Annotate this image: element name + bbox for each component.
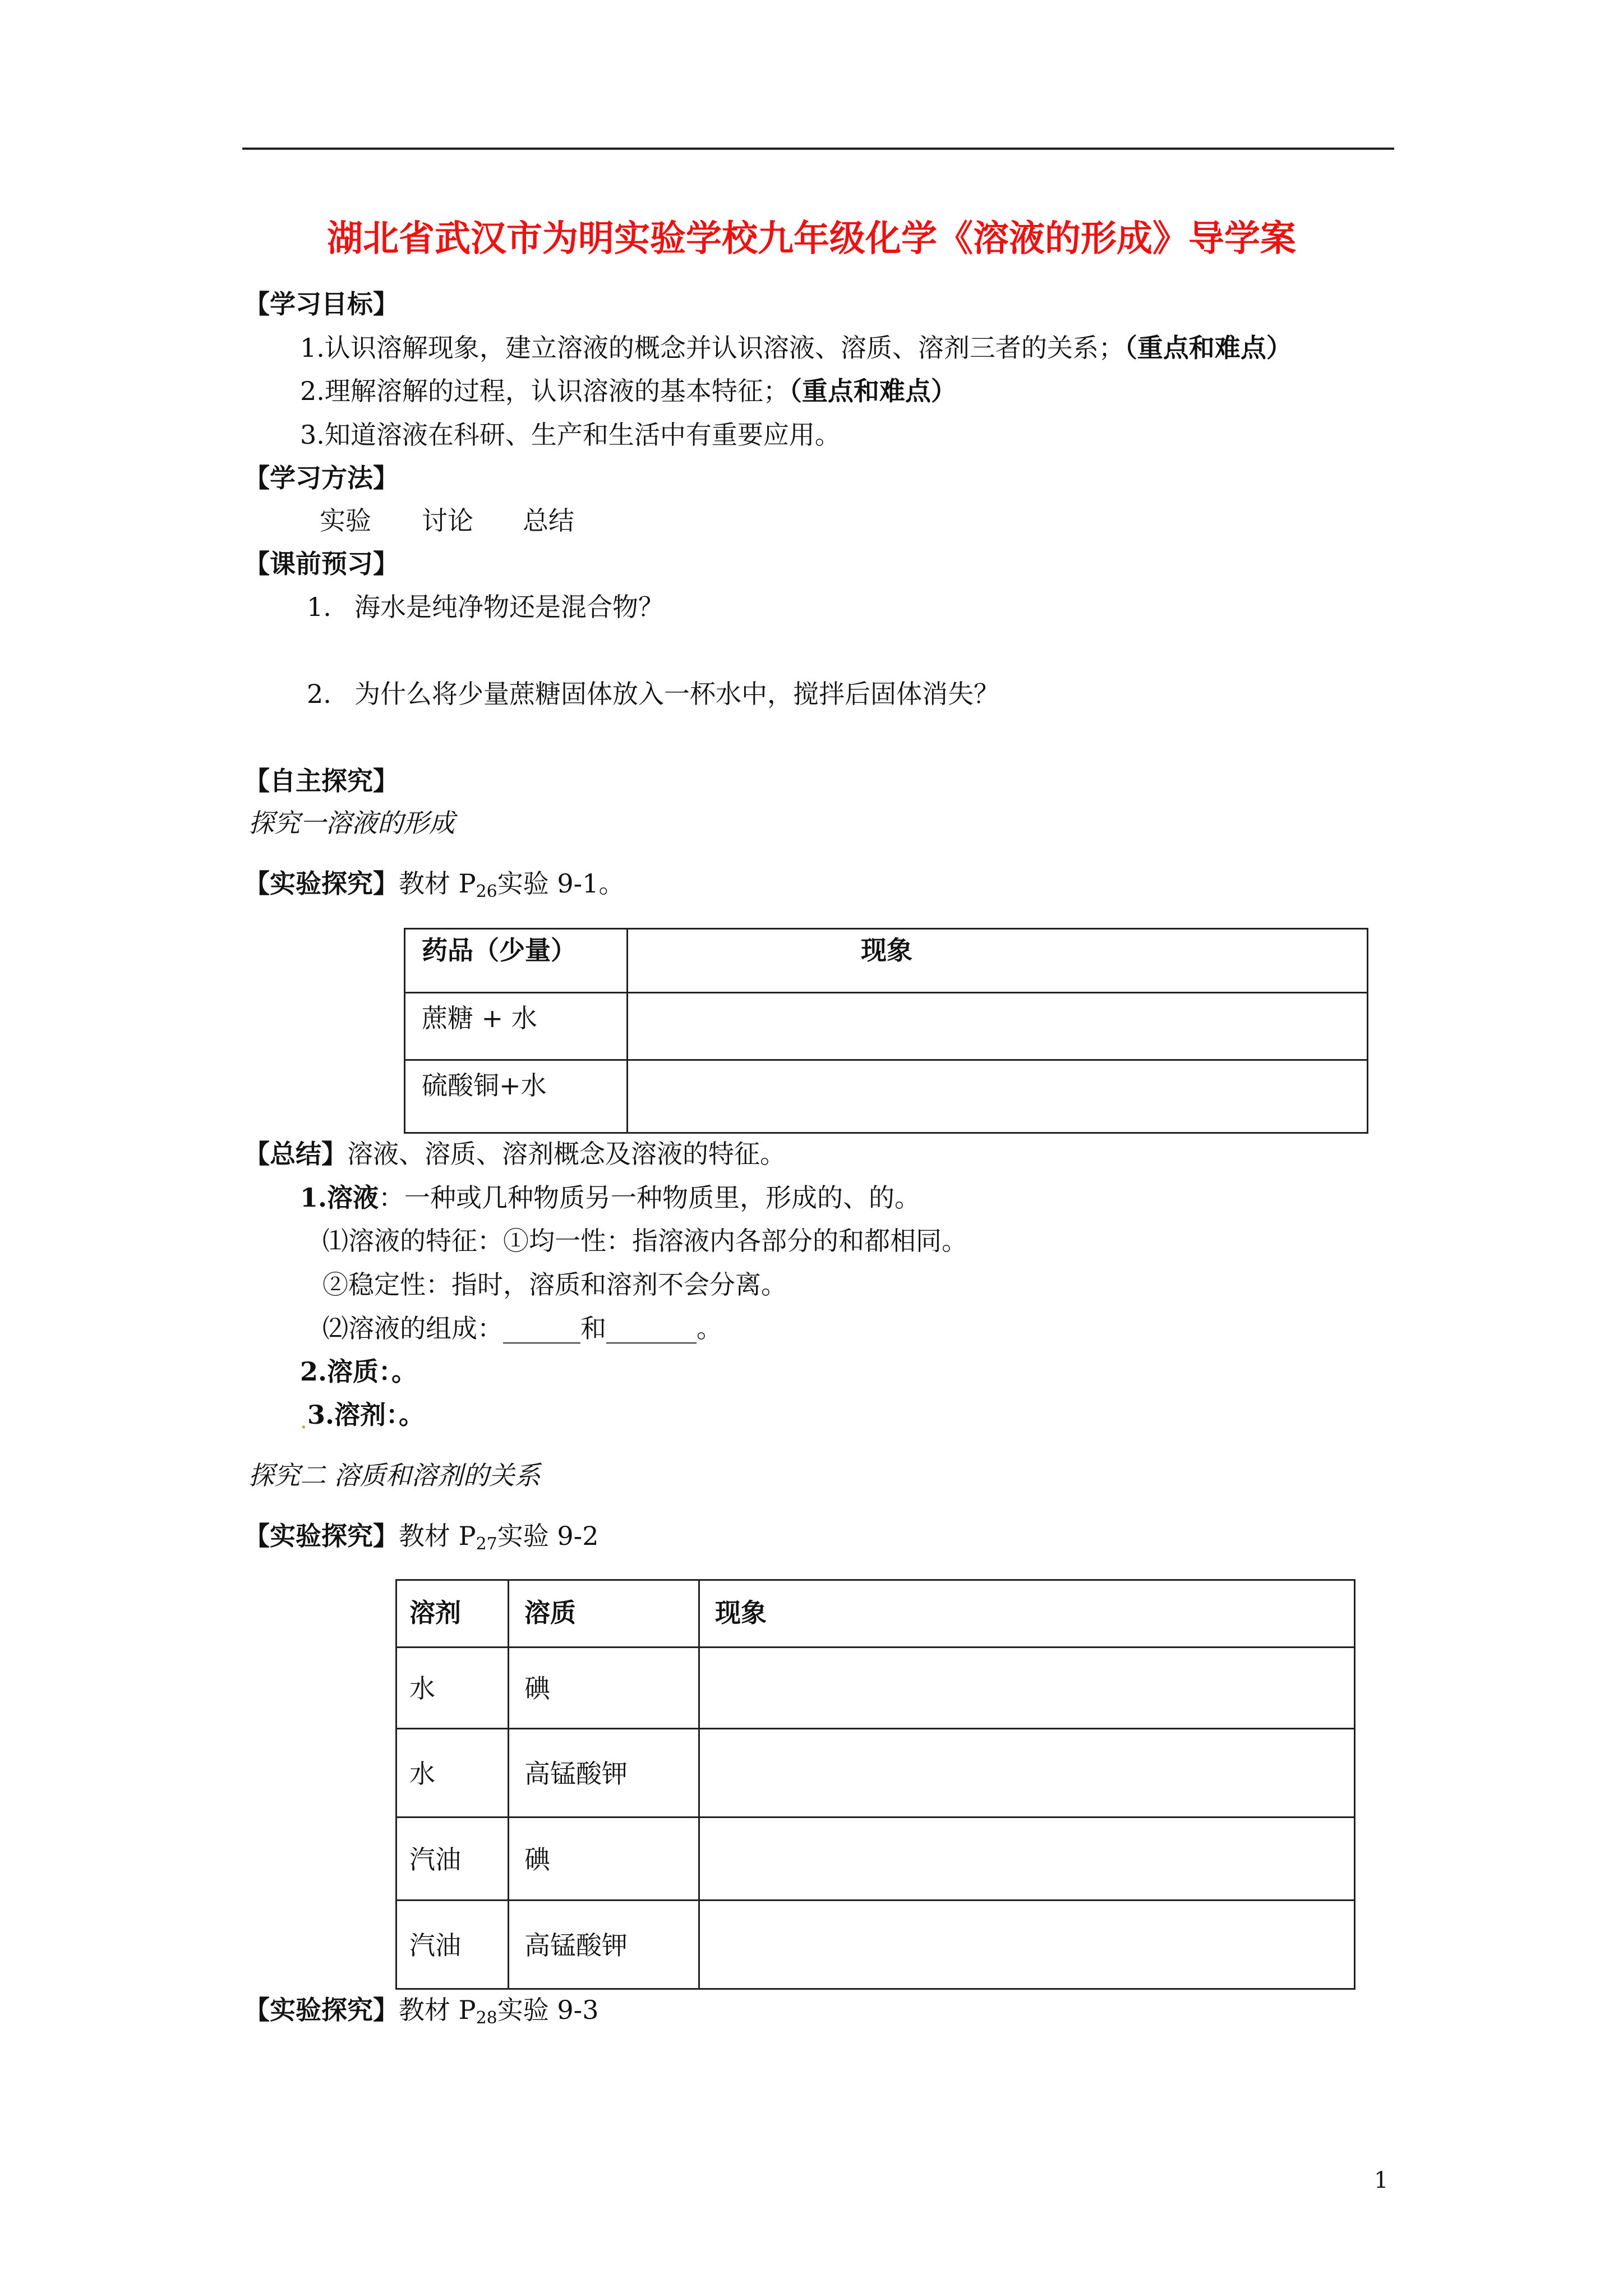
experiment-1-page: 26 xyxy=(476,882,497,901)
preview-q1-number: 1. xyxy=(307,592,331,622)
table1-border xyxy=(1367,928,1368,1134)
table2-header-solute: 溶质 xyxy=(524,1598,576,1628)
section-1-title: 探究一溶液的形成 xyxy=(248,808,455,838)
header-rule xyxy=(242,148,1394,150)
page-number: 1 xyxy=(1374,2168,1389,2193)
experiment-3-ref-prefix: 教材 P xyxy=(399,1995,476,2025)
experiment-1-label: 【实验探究】 xyxy=(244,868,399,899)
table1-row2-reagent: 硫酸铜+水 xyxy=(422,1070,547,1101)
section-2-title: 探究二 溶质和溶剂的关系 xyxy=(248,1460,541,1490)
objective-item-1-text: 1.认识溶解现象，建立溶液的概念并认识溶液、溶质、溶剂三者的关系； xyxy=(300,333,1124,363)
table2-row4-solvent: 汽油 xyxy=(409,1930,461,1961)
method-item-experiment: 实验 xyxy=(320,505,371,536)
preview-heading: 【课前预习】 xyxy=(244,549,399,579)
experiment-3-page: 28 xyxy=(476,2008,497,2028)
table2-row2-solvent: 水 xyxy=(409,1759,435,1789)
method-item-summary: 总结 xyxy=(523,505,574,536)
explore-heading: 【自主探究】 xyxy=(244,766,399,796)
table2-row4-solute: 高锰酸钾 xyxy=(524,1930,628,1961)
experiment-1-line xyxy=(244,867,624,900)
experiment-2-ref-prefix: 教材 P xyxy=(399,1521,476,1551)
table2-border xyxy=(508,1579,509,1990)
table2-border xyxy=(395,1579,1355,1581)
table2-header-phenomenon: 现象 xyxy=(715,1598,767,1628)
table1-border xyxy=(404,928,405,1134)
experiment-2-line xyxy=(244,1519,598,1553)
experiment-1-ref-suffix: 实验 9-1。 xyxy=(497,868,625,899)
table1-row1-reagent: 蔗糖 + 水 xyxy=(422,1003,537,1033)
table1-border xyxy=(404,928,1368,930)
table1-border xyxy=(626,928,628,1134)
table1-border xyxy=(404,992,1368,993)
table2-border xyxy=(395,1646,1355,1648)
definition-solution-label: 1.溶液 xyxy=(300,1182,379,1213)
definition-solute: 2.溶质：。 xyxy=(300,1356,418,1387)
table2-row1-solute: 碘 xyxy=(524,1673,550,1704)
table1-border xyxy=(404,1059,1368,1061)
table2-row3-solute: 碘 xyxy=(524,1844,550,1875)
definition-solvent: 3.溶剂：。 xyxy=(307,1400,425,1430)
objective-item-2-emphasis: （重点和难点） xyxy=(789,376,957,406)
experiment-3-ref-suffix: 实验 9-3 xyxy=(497,1995,599,2025)
summary-label: 【总结】 xyxy=(244,1139,347,1169)
preview-q1: 海水是纯净物还是混合物？ xyxy=(354,592,664,622)
table2-border xyxy=(395,1579,397,1990)
table2-border xyxy=(395,1816,1355,1818)
objective-item-1-emphasis: （重点和难点） xyxy=(1124,333,1292,363)
methods-heading: 【学习方法】 xyxy=(244,463,399,493)
definition-solution-text: ：一种或几种物质另一种物质里，形成的、的。 xyxy=(379,1182,921,1213)
feature-stability: ②稳定性：指时，溶质和溶剂不会分离。 xyxy=(322,1269,787,1300)
table1-border xyxy=(404,1132,1368,1134)
experiment-1-ref-prefix: 教材 P xyxy=(399,868,476,899)
table2-border xyxy=(1354,1579,1355,1990)
objectives-heading: 【学习目标】 xyxy=(244,289,399,319)
table2-row3-solvent: 汽油 xyxy=(409,1844,461,1875)
table2-border xyxy=(395,1988,1355,1990)
table1-header-reagent: 药品（少量） xyxy=(422,935,577,965)
objective-item-2-text: 2.理解溶解的过程，认识溶液的基本特征； xyxy=(300,376,789,406)
experiment-2-page: 27 xyxy=(476,1534,497,1554)
objective-item-2 xyxy=(300,374,957,408)
experiment-3-line xyxy=(244,1993,598,2027)
experiment-2-ref-suffix: 实验 9-2 xyxy=(497,1521,599,1551)
objective-item-3: 3.知道溶液在科研、生产和生活中有重要应用。 xyxy=(300,420,841,450)
table1-header-phenomenon: 现象 xyxy=(861,935,912,965)
feature-uniformity: ⑴溶液的特征：①均一性：指溶液内各部分的和都相同。 xyxy=(322,1226,967,1256)
experiment-2-label: 【实验探究】 xyxy=(244,1521,399,1551)
table2-row1-solvent: 水 xyxy=(409,1673,435,1704)
preview-q2-number: 2. xyxy=(307,679,331,709)
preview-q2: 为什么将少量蔗糖固体放入一杯水中，搅拌后固体消失？ xyxy=(354,679,999,709)
document-title: 湖北省武汉市为明实验学校九年级化学《溶液的形成》导学案 xyxy=(327,218,1296,260)
experiment-3-label: 【实验探究】 xyxy=(244,1995,399,2025)
solution-composition: ⑵溶液的组成：______和_______。 xyxy=(322,1313,722,1343)
definition-solution xyxy=(300,1181,920,1214)
table2-row2-solute: 高锰酸钾 xyxy=(524,1759,628,1789)
objective-item-1 xyxy=(300,331,1292,365)
table2-border xyxy=(395,1899,1355,1901)
summary-text: 溶液、溶质、溶剂概念及溶液的特征。 xyxy=(347,1139,786,1169)
marker-dot: . xyxy=(300,1408,307,1434)
table2-border xyxy=(698,1579,700,1990)
summary-line xyxy=(244,1137,786,1171)
method-item-discussion: 讨论 xyxy=(422,505,473,536)
table2-header-solvent: 溶剂 xyxy=(409,1598,461,1628)
table2-border xyxy=(395,1728,1355,1729)
